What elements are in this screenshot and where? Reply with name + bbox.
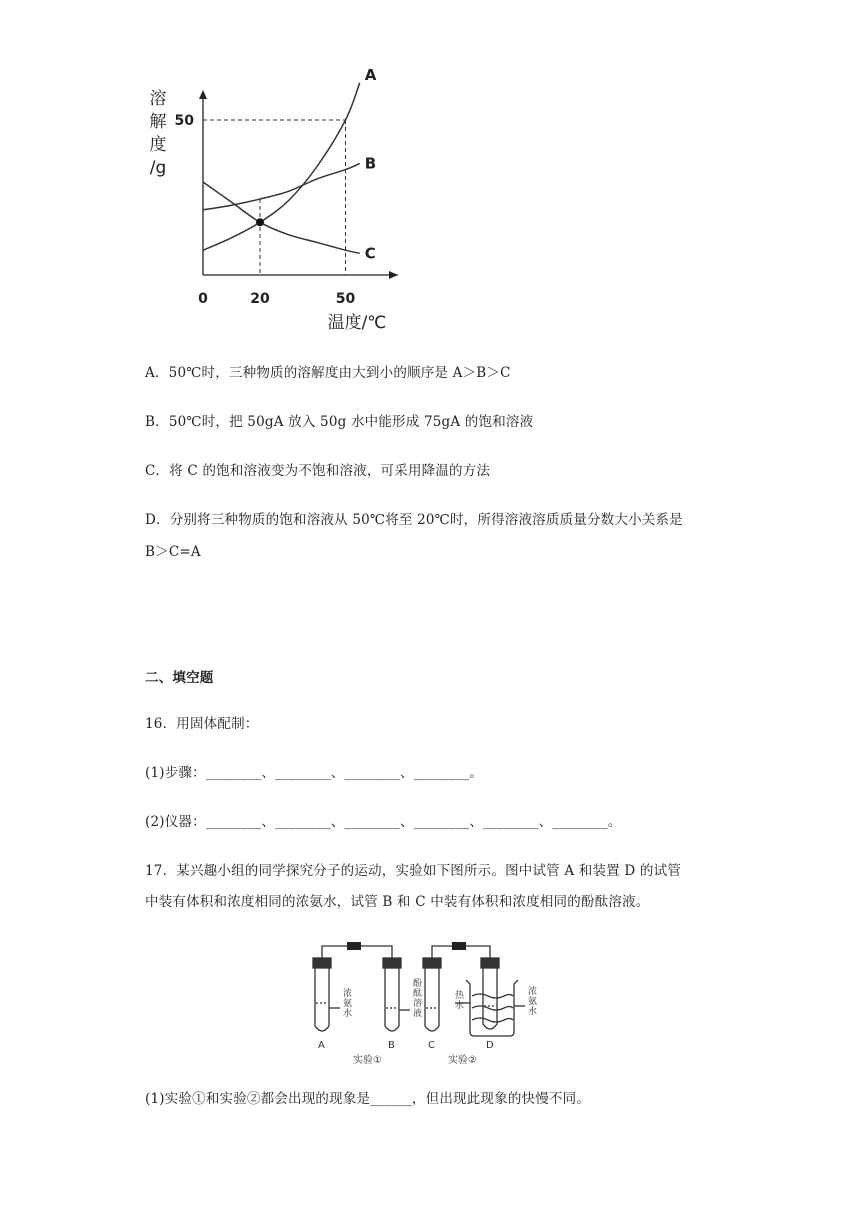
x-tick-label: 50 bbox=[335, 291, 356, 307]
phenolphthalein-label: 酞 bbox=[413, 989, 423, 999]
ammonia-label-2: 氨 bbox=[528, 997, 538, 1007]
experiment-2-caption: 实验② bbox=[448, 1055, 477, 1066]
intersection-point bbox=[256, 218, 264, 226]
option-c: C．将 C 的饱和溶液变为不饱和溶液，可采用降温的方法 bbox=[145, 463, 491, 479]
question-17-line2: 中装有体积和浓度相同的浓氨水，试管 B 和 C 中装有体积和浓度相同的酚酞溶液。 bbox=[145, 894, 650, 910]
series-a-label: A bbox=[364, 65, 377, 84]
apparatus-figure bbox=[0, 928, 860, 1068]
phenolphthalein-label: 液 bbox=[413, 1009, 423, 1019]
x-tick-label: 20 bbox=[250, 291, 270, 307]
tube-c-label: C bbox=[428, 1040, 435, 1051]
experiment-1-caption: 实验① bbox=[353, 1055, 382, 1066]
section-heading: 二、填空题 bbox=[145, 670, 214, 686]
ammonia-label-2: 水 bbox=[528, 1007, 538, 1017]
y-tick-label: 50 bbox=[174, 113, 194, 129]
phenolphthalein-label: 溶 bbox=[413, 999, 423, 1009]
y-axis-label: 溶 bbox=[149, 89, 167, 109]
solubility-chart bbox=[0, 0, 860, 340]
series-c-line bbox=[203, 182, 360, 253]
hot-water-label: 热 bbox=[455, 991, 465, 1001]
question-17-line1: 17．某兴趣小组的同学探究分子的运动，实验如下图所示。图中试管 A 和装置 D 的试管 bbox=[145, 863, 682, 879]
x-tick-label: 0 bbox=[198, 291, 208, 307]
series-a-line bbox=[203, 83, 360, 250]
x-axis-arrow bbox=[389, 271, 398, 279]
question-17-part1: (1)实验①和实验②都会出现的现象是______，但出现此现象的快慢不同。 bbox=[145, 1091, 591, 1107]
y-axis-arrow bbox=[199, 90, 207, 99]
tube-d-label: D bbox=[486, 1040, 494, 1051]
option-d-line1: D．分别将三种物质的饱和溶液从 50℃将至 20℃时，所得溶液溶质质量分数大小关系是 bbox=[145, 512, 683, 528]
ammonia-label-1: 水 bbox=[343, 1009, 353, 1019]
option-d-line2: B＞C=A bbox=[145, 544, 201, 560]
series-c-label: C bbox=[364, 244, 376, 263]
question-16: 16．用固体配制： bbox=[145, 716, 259, 732]
y-axis-label: 解 bbox=[149, 112, 167, 132]
phenolphthalein-label: 酚 bbox=[413, 979, 423, 989]
question-16-instruments: (2)仪器：________、________、________、________、________、________。 bbox=[145, 814, 622, 830]
y-axis-label: /g bbox=[149, 158, 167, 178]
question-16-steps: (1)步骤：________、________、________、________。 bbox=[145, 765, 484, 781]
option-a: A．50℃时，三种物质的溶解度由大到小的顺序是 A＞B＞C bbox=[145, 365, 511, 381]
x-axis-label: 温度/℃ bbox=[327, 313, 387, 333]
y-axis-label: 度 bbox=[149, 135, 167, 155]
ammonia-label-2: 浓 bbox=[528, 987, 538, 997]
series-b-label: B bbox=[364, 154, 377, 173]
tube-b-label: B bbox=[388, 1040, 395, 1051]
tube-a-label: A bbox=[318, 1040, 325, 1051]
series-b-line bbox=[203, 163, 360, 210]
ammonia-label-1: 氨 bbox=[343, 999, 353, 1009]
ammonia-label-1: 浓 bbox=[343, 989, 353, 999]
option-b: B．50℃时，把 50gA 放入 50g 水中能形成 75gA 的饱和溶液 bbox=[145, 414, 534, 430]
hot-water-label: 水 bbox=[455, 1001, 465, 1011]
